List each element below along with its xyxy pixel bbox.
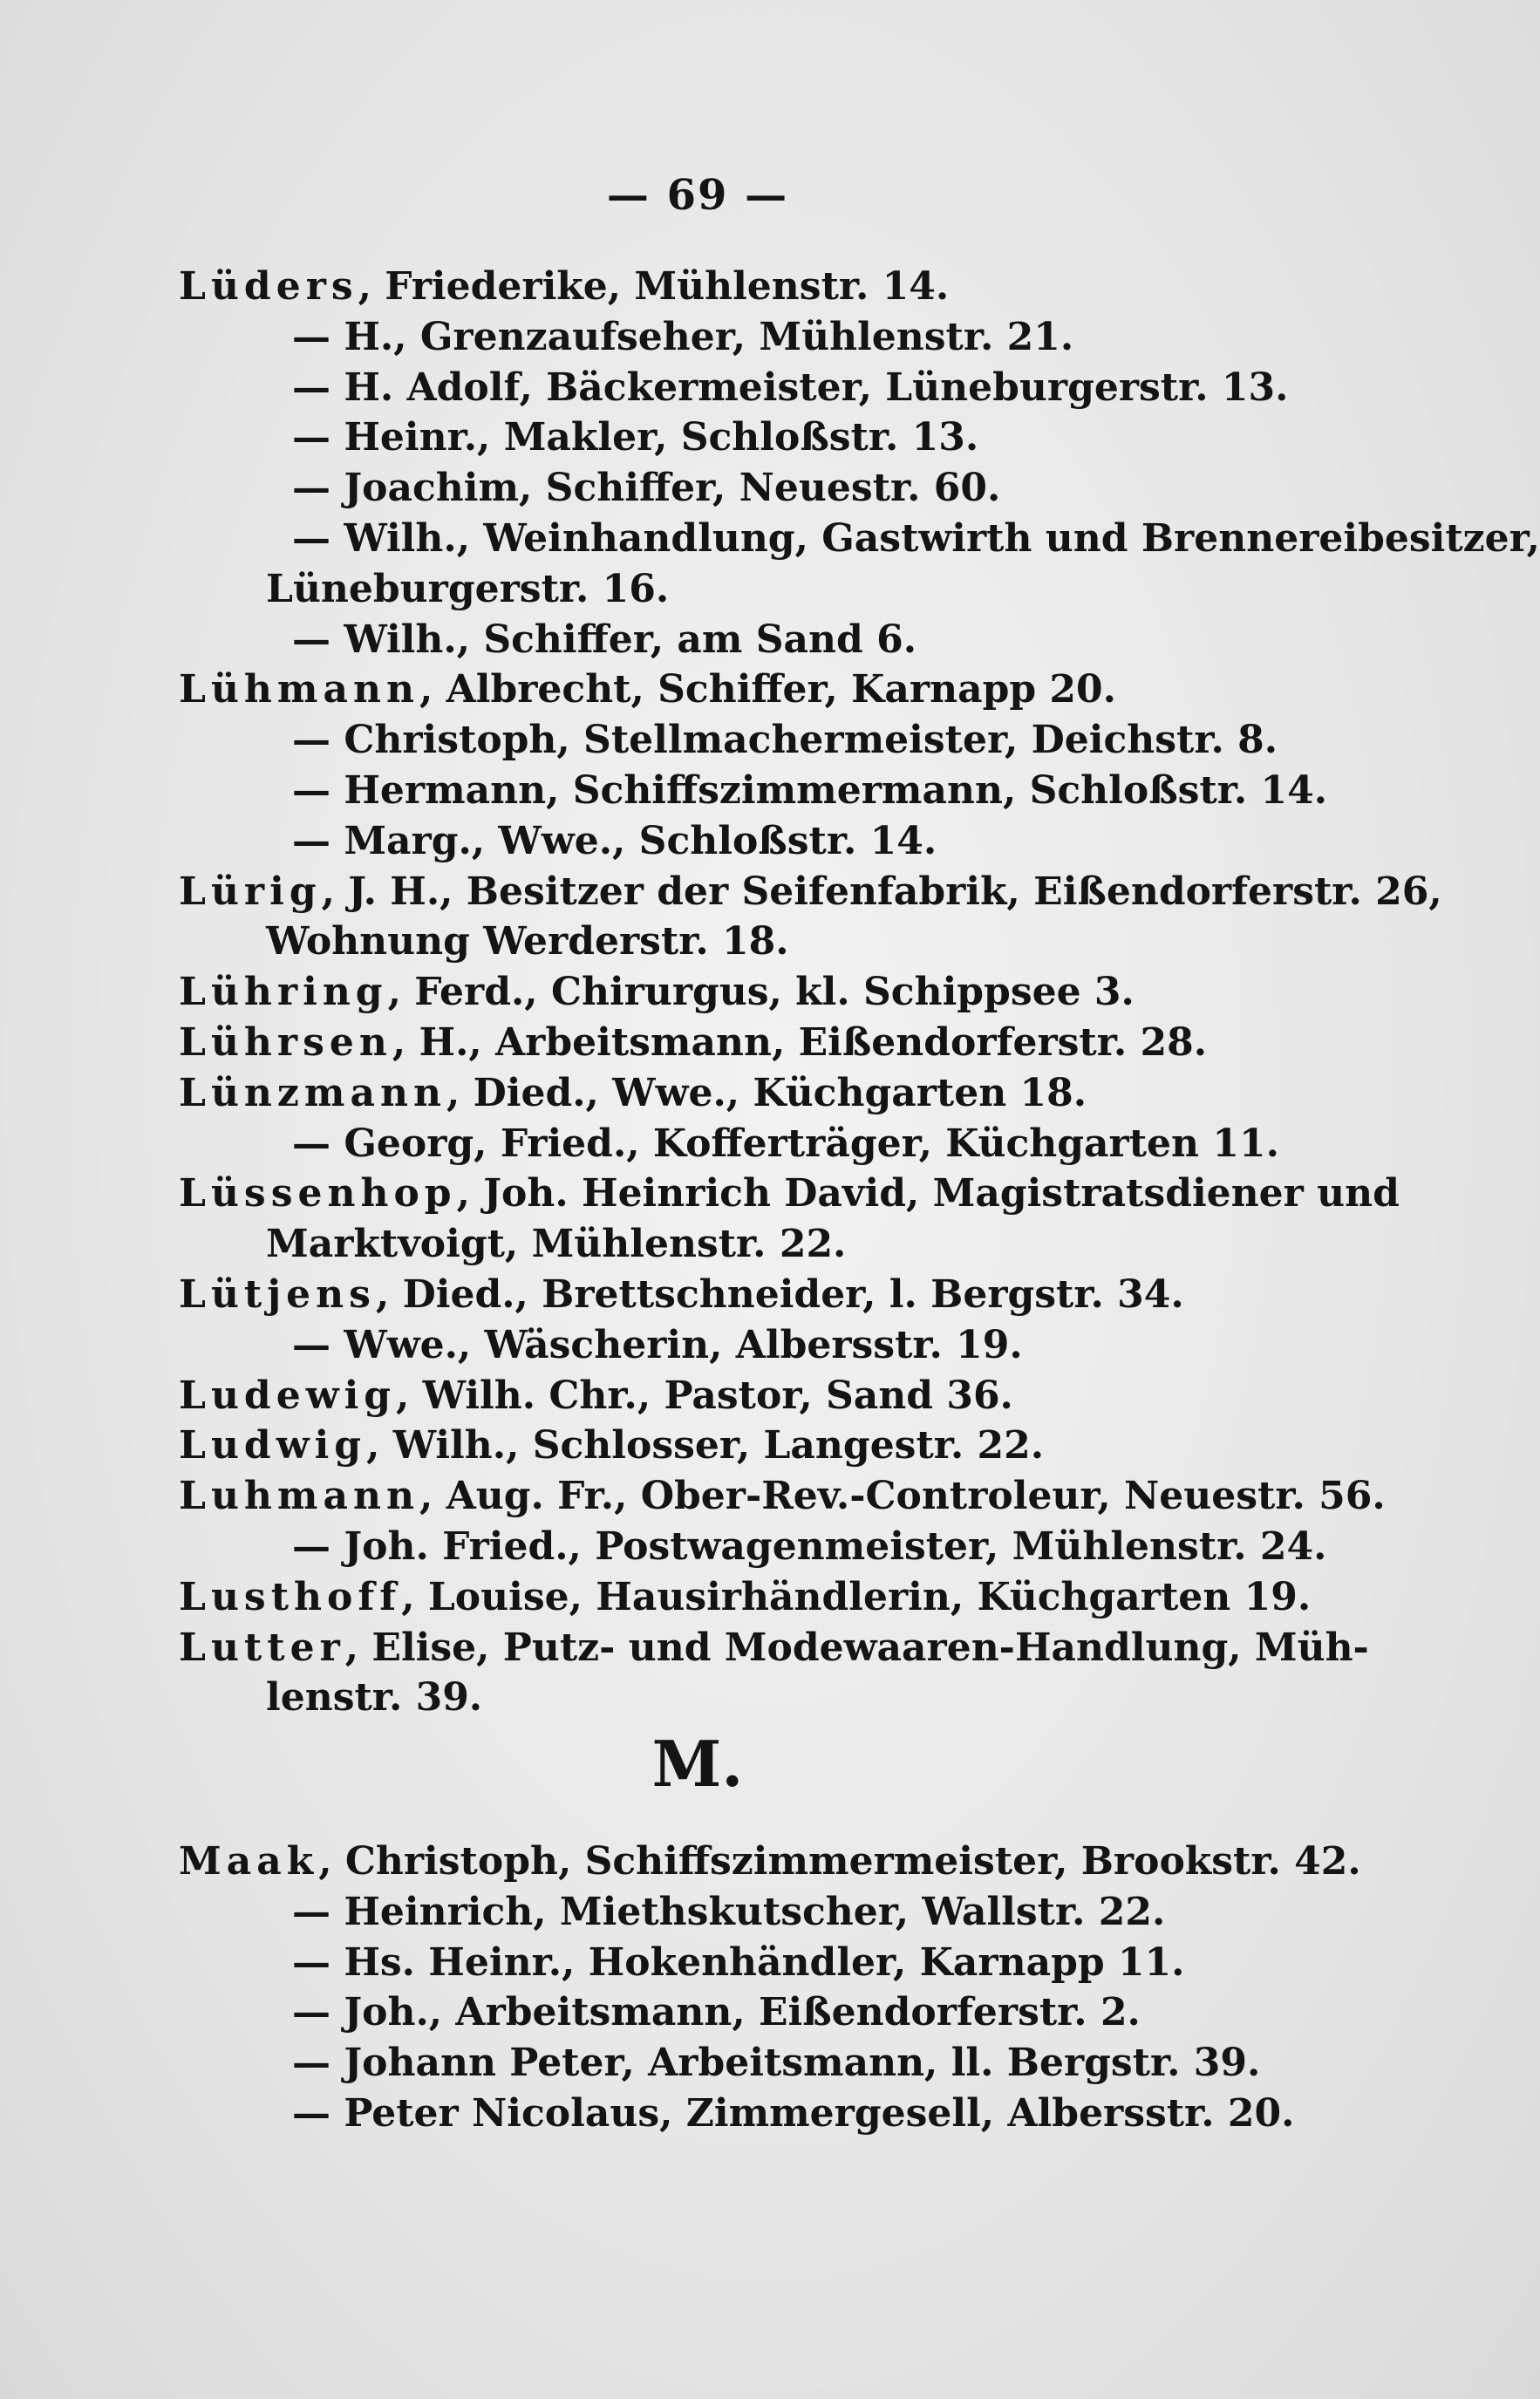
directory-entry-line <box>179 1673 1321 1723</box>
directory-entry-line <box>179 867 1442 917</box>
directory-entry-line <box>179 615 1321 665</box>
directory-entry-line <box>179 262 1321 312</box>
directory-entry-line <box>179 1219 1321 1270</box>
directory-entry-line <box>179 1371 1321 1421</box>
entry-text: — H., Grenzaufseher, Mühlenstr. 21. <box>292 314 1074 359</box>
entry-text: , Friederike, Mühlenstr. 14. <box>358 264 950 309</box>
entry-surname: Lühring <box>179 970 388 1015</box>
entry-text: — Heinrich, Miethskutscher, Wallstr. 22. <box>292 1889 1166 1934</box>
directory-entry-line <box>179 917 1321 967</box>
directory-entry-line <box>179 1119 1321 1169</box>
entry-text: — Wilh., Weinhandlung, Gastwirth und Brennereibesitzer, <box>292 515 1540 561</box>
entry-surname: Lünzmann <box>179 1070 446 1115</box>
entry-surname: Lühmann <box>179 667 419 712</box>
entry-text: , Died., Wwe., Küchgarten 18. <box>446 1070 1087 1115</box>
directory-entry-line <box>179 1572 1321 1623</box>
directory-entry-line <box>179 412 1321 463</box>
entry-text: , Wilh., Schlosser, Langestr. 22. <box>366 1423 1045 1469</box>
section-letter-heading: M. <box>651 1727 744 1801</box>
entry-text: , Louise, Hausirhändlerin, Küchgarten 19. <box>401 1574 1312 1619</box>
entry-text: — Joh., Arbeitsmann, Eißendorferstr. 2. <box>292 1990 1141 2035</box>
entry-text: — H. Adolf, Bäckermeister, Lüneburgerstr. 13. <box>292 365 1289 410</box>
entry-text: , Christoph, Schiffszimmermeister, Brookstr. 42. <box>318 1839 1361 1884</box>
directory-entry-line <box>179 1320 1321 1371</box>
directory-entry-line <box>179 1471 1386 1522</box>
entry-text: Marktvoigt, Mühlenstr. 22. <box>266 1222 847 1267</box>
directory-entry-line <box>179 1837 1361 1887</box>
entry-text: , H., Arbeitsmann, Eißendorferstr. 28. <box>392 1019 1208 1065</box>
entry-text: — Christoph, Stellmachermeister, Deichstr. 8. <box>292 718 1278 763</box>
entry-text: , Ferd., Chirurgus, kl. Schippsee 3. <box>387 970 1135 1015</box>
entry-text: , Wilh. Chr., Pastor, Sand 36. <box>396 1373 1013 1418</box>
entry-surname: Ludwig <box>179 1423 367 1469</box>
page-number: — 69 — <box>606 171 789 220</box>
entry-text: — Peter Nicolaus, Zimmergesell, Albersstr. 20. <box>292 2090 1295 2136</box>
directory-entry-line <box>179 2089 1321 2139</box>
entry-text: — Hs. Heinr., Hokenhändler, Karnapp 11. <box>292 1939 1185 1985</box>
entry-surname: Lüssenhop <box>179 1171 457 1217</box>
entry-surname: Lührsen <box>179 1019 392 1065</box>
directory-entry-line <box>179 715 1321 766</box>
entry-text: — Heinr., Makler, Schloßstr. 13. <box>292 415 979 460</box>
entry-text: — Wilh., Schiffer, am Sand 6. <box>292 617 917 662</box>
entry-text: , Joh. Heinrich David, Magistratsdiener und <box>456 1171 1400 1217</box>
directory-entry-line <box>179 816 1321 867</box>
entry-text: — Marg., Wwe., Schloßstr. 14. <box>292 818 937 863</box>
entry-surname: Lusthoff <box>179 1574 402 1619</box>
entry-text: Lüneburgerstr. 16. <box>266 566 670 611</box>
entry-surname: Maak <box>179 1839 319 1884</box>
directory-entry-line <box>179 1623 1369 1673</box>
entry-text: — Joachim, Schiffer, Neuestr. 60. <box>292 466 1001 511</box>
directory-entry-line <box>179 664 1321 715</box>
entry-text: , Albrecht, Schiffer, Karnapp 20. <box>419 667 1116 712</box>
directory-entry-line <box>179 2038 1321 2089</box>
directory-entry-line <box>179 1887 1321 1938</box>
entry-surname: Ludewig <box>179 1373 397 1418</box>
entry-surname: Lürig <box>179 869 322 914</box>
directory-entry-line <box>179 1270 1321 1320</box>
entry-text: — Johann Peter, Arbeitsmann, ll. Bergstr. 39. <box>292 2041 1261 2086</box>
entry-surname: Lüders <box>179 264 358 309</box>
entry-text: lenstr. 39. <box>266 1675 483 1721</box>
entry-text: Wohnung Werderstr. 18. <box>266 919 789 964</box>
entry-text: — Hermann, Schiffszimmermann, Schloßstr. 14. <box>292 767 1328 813</box>
directory-entry-line <box>179 766 1328 816</box>
entry-surname: Luhmann <box>179 1474 419 1519</box>
entry-text: — Georg, Fried., Kofferträger, Küchgarten 11. <box>292 1121 1279 1166</box>
entry-surname: Lütjens <box>179 1271 376 1317</box>
directory-entry-line <box>179 1018 1321 1068</box>
directory-entry-line <box>179 1938 1321 1988</box>
directory-entry-line <box>179 1421 1321 1471</box>
directory-entry-line <box>179 564 1321 615</box>
entry-text: — Wwe., Wäscherin, Albersstr. 19. <box>292 1322 1023 1367</box>
entry-text: , J. H., Besitzer der Seifenfabrik, Eißendorferstr. 26, <box>321 869 1442 914</box>
directory-entry-line <box>179 1169 1400 1219</box>
entry-text: , Elise, Putz- und Modewaaren-Handlung, Müh- <box>344 1625 1369 1670</box>
directory-entry-line <box>179 363 1321 413</box>
directory-entry-line <box>179 1987 1321 2038</box>
entries-section-l <box>179 262 1540 1723</box>
directory-entry-line <box>179 312 1321 363</box>
entry-surname: Lutter <box>179 1625 345 1670</box>
entries-section-m <box>179 1837 1361 2139</box>
directory-entry-line <box>179 1068 1321 1119</box>
directory-entry-line <box>179 463 1321 514</box>
entry-text: , Aug. Fr., Ober-Rev.-Controleur, Neuestr. 56. <box>419 1474 1386 1519</box>
directory-entry-line <box>179 514 1540 564</box>
directory-entry-line <box>179 1522 1327 1572</box>
entry-text: , Died., Brettschneider, l. Bergstr. 34. <box>375 1271 1184 1317</box>
directory-entry-line <box>179 967 1321 1018</box>
entry-text: — Joh. Fried., Postwagenmeister, Mühlenstr. 24. <box>292 1523 1327 1569</box>
